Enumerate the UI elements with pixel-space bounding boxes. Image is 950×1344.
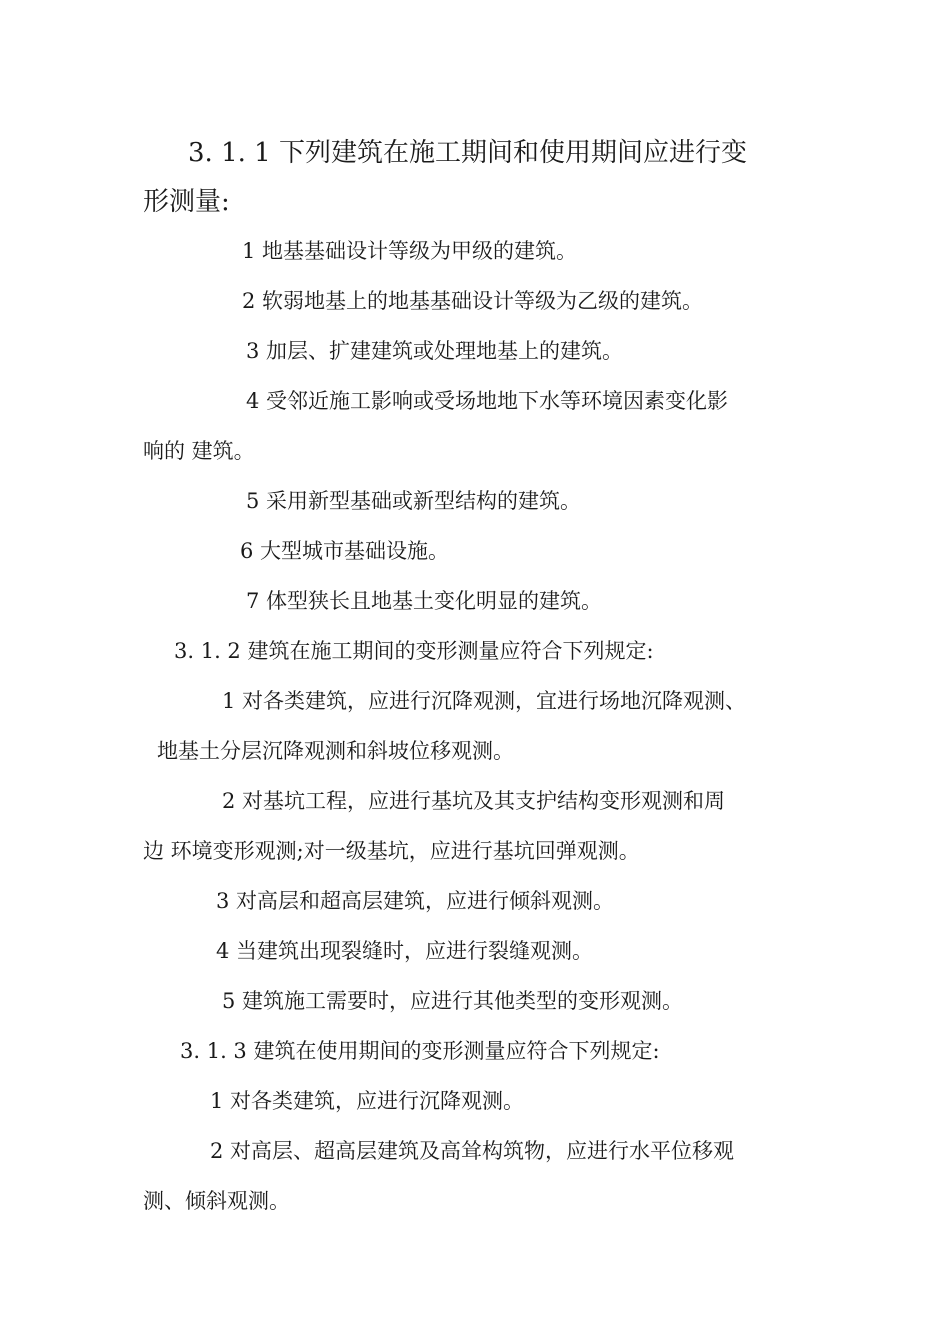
section-3-1-1-item-3: 3 加层、扩建建筑或处理地基上的建筑。 [246,339,624,363]
section-3-1-3-item-1: 1 对各类建筑，应进行沉降观测。 [210,1089,525,1113]
section-3-1-3-item-2-line1: 2 对高层、超高层建筑及高耸构筑物，应进行水平位移观 [210,1139,735,1163]
section-3-1-1-item-4-line1: 4 受邻近施工影响或受场地地下水等环境因素变化影 [246,389,729,413]
section-3-1-1-item-4-line2: 响的 建筑。 [143,439,255,463]
section-3-1-3-item-2-line2: 测、倾斜观测。 [143,1189,290,1213]
section-3-1-2-heading: 3. 1. 2 建筑在施工期间的变形测量应符合下列规定: [174,639,654,663]
section-3-1-3-heading: 3. 1. 3 建筑在使用期间的变形测量应符合下列规定: [180,1039,660,1063]
section-3-1-1-item-7: 7 体型狭长且地基土变化明显的建筑。 [246,589,603,613]
section-3-1-1-heading-line1: 3. 1. 1 下列建筑在施工期间和使用期间应进行变 [188,138,747,168]
section-3-1-1-item-5: 5 采用新型基础或新型结构的建筑。 [246,489,582,513]
section-3-1-1-item-2: 2 软弱地基上的地基基础设计等级为乙级的建筑。 [242,289,704,313]
section-3-1-2-item-2-line1: 2 对基坑工程，应进行基坑及其支护结构变形观测和周 [222,789,726,813]
section-3-1-2-item-3: 3 对高层和超高层建筑，应进行倾斜观测。 [216,889,615,913]
section-3-1-1-heading-line2: 形测量: [143,187,230,217]
section-3-1-2-item-1-line2: 地基土分层沉降观测和斜坡位移观测。 [157,739,514,763]
section-3-1-1-item-6: 6 大型城市基础设施。 [240,539,450,563]
section-3-1-2-item-1-line1: 1 对各类建筑，应进行沉降观测，宜进行场地沉降观测、 [222,689,747,713]
section-3-1-2-item-5: 5 建筑施工需要时，应进行其他类型的变形观测。 [222,989,684,1013]
section-3-1-1-item-1: 1 地基基础设计等级为甲级的建筑。 [242,239,578,263]
section-3-1-2-item-2-line2: 边 环境变形观测;对一级基坑，应进行基坑回弹观测。 [143,839,640,863]
section-3-1-2-item-4: 4 当建筑出现裂缝时，应进行裂缝观测。 [216,939,594,963]
